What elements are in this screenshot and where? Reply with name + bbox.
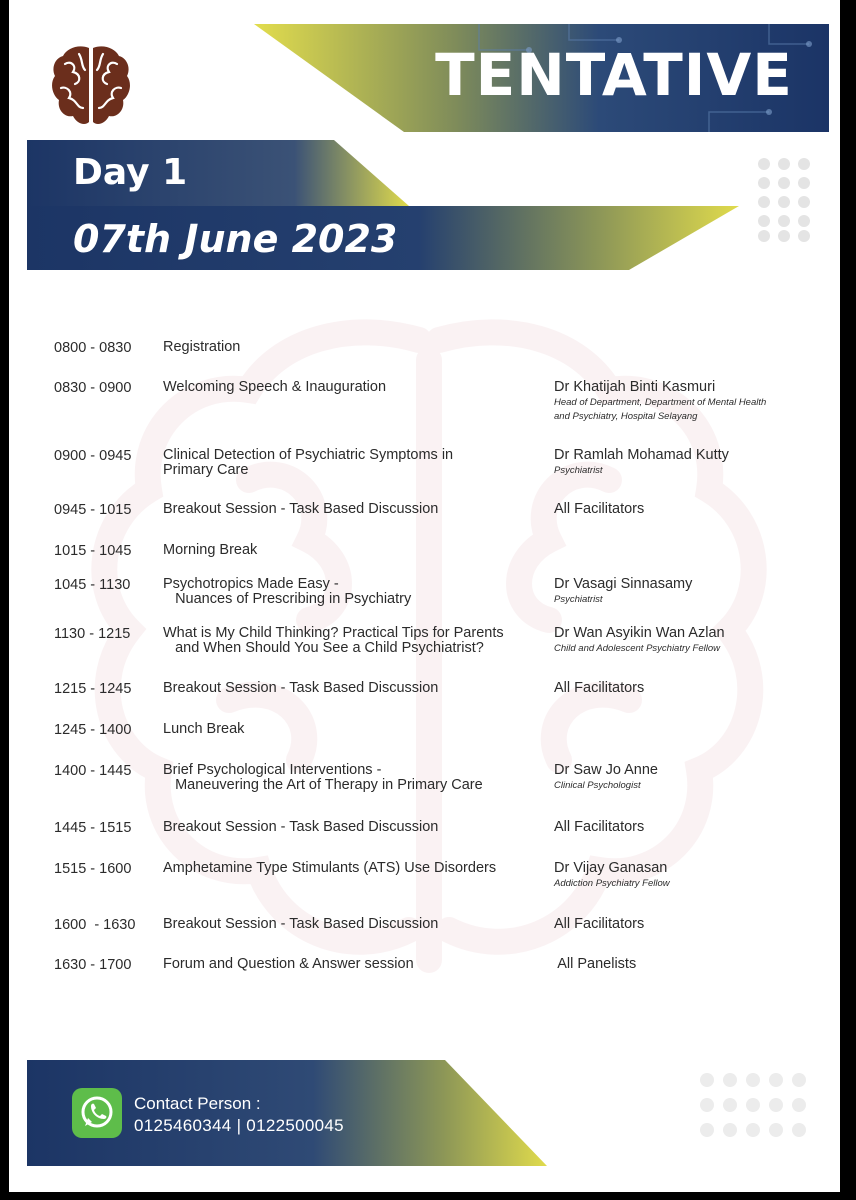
speaker-name: Dr Vijay Ganasan <box>554 860 668 876</box>
time-slot: 1445 - 1515 <box>54 820 132 836</box>
speaker <box>554 763 834 793</box>
time-slot: 1600 - 1630 <box>54 917 136 933</box>
contact-phones: 0125460344 | 0122500045 <box>134 1116 344 1135</box>
speaker-role: Child and Adolescent Psychiatry Fellow <box>554 643 720 654</box>
time-slot: 0945 - 1015 <box>54 502 132 518</box>
day-label: Day 1 <box>73 152 188 193</box>
session-title: What is My Child Thinking? Practical Tips for Parents and When Should You See a Child Psychiatrist? <box>163 625 504 656</box>
time-slot: 1245 - 1400 <box>54 722 132 738</box>
time-slot: 1045 - 1130 <box>54 577 131 593</box>
speaker-role: Psychiatrist <box>554 465 603 476</box>
speaker-role: Head of Department, Department of Mental Health and Psychiatry, Hospital Selayang <box>554 397 767 422</box>
speaker-role: Addiction Psychiatry Fellow <box>554 878 670 889</box>
speaker-name: Dr Ramlah Mohamad Kutty <box>554 447 729 463</box>
speaker-name: All Facilitators <box>554 680 645 696</box>
speaker-name: Dr Wan Asyikin Wan Azlan <box>554 625 725 641</box>
time-slot: 0830 - 0900 <box>54 380 132 396</box>
time-slot: 1400 - 1445 <box>54 763 132 779</box>
page <box>9 0 840 1192</box>
speaker <box>554 577 834 607</box>
session-title: Breakout Session - Task Based Discussion <box>163 501 439 517</box>
time-slot: 0900 - 0945 <box>54 448 132 464</box>
session-title: Brief Psychological Interventions - Maneuvering the Art of Therapy in Primary Care <box>163 762 483 793</box>
speaker <box>554 448 834 478</box>
time-slot: 1630 - 1700 <box>54 957 132 973</box>
speaker-name: All Panelists <box>554 956 637 972</box>
session-title: Psychotropics Made Easy - Nuances of Prescribing in Psychiatry <box>163 576 412 607</box>
session-title: Breakout Session - Task Based Discussion <box>163 680 439 696</box>
session-title: Amphetamine Type Stimulants (ATS) Use Disorders <box>163 860 497 876</box>
dot-grid-decoration <box>699 1072 809 1142</box>
contact-title: Contact Person : <box>134 1094 261 1113</box>
time-slot: 1015 - 1045 <box>54 543 132 559</box>
speaker-name: Dr Vasagi Sinnasamy <box>554 576 693 592</box>
speaker-role: Clinical Psychologist <box>554 780 641 791</box>
time-slot: 0800 - 0830 <box>54 340 132 356</box>
time-slot: 1130 - 1215 <box>54 626 131 642</box>
time-slot: 1515 - 1600 <box>54 861 132 877</box>
date-label: 07th June 2023 <box>73 217 398 261</box>
session-title: Morning Break <box>163 542 258 558</box>
session-title: Clinical Detection of Psychiatric Symptoms in Primary Care <box>163 447 454 478</box>
speaker <box>554 380 834 424</box>
session-title: Forum and Question & Answer session <box>163 956 414 972</box>
speaker-name: All Facilitators <box>554 916 645 932</box>
session-title: Lunch Break <box>163 721 245 737</box>
speaker <box>554 861 834 891</box>
speaker-role: Psychiatrist <box>554 594 603 605</box>
session-title: Breakout Session - Task Based Discussion <box>163 916 439 932</box>
speaker-name: Dr Saw Jo Anne <box>554 762 658 778</box>
speaker-name: Dr Khatijah Binti Kasmuri <box>554 379 716 395</box>
time-slot: 1215 - 1245 <box>54 681 132 697</box>
session-title: Breakout Session - Task Based Discussion <box>163 819 439 835</box>
speaker-name: All Facilitators <box>554 501 645 517</box>
whatsapp-icon <box>72 1088 122 1138</box>
speaker-name: All Facilitators <box>554 819 645 835</box>
session-title: Welcoming Speech & Inauguration <box>163 379 387 395</box>
speaker <box>554 626 834 656</box>
session-title: Registration <box>163 339 241 355</box>
dot-grid-decoration <box>754 156 818 246</box>
brain-icon <box>51 42 131 128</box>
page-title: TENTATIVE <box>435 41 793 109</box>
